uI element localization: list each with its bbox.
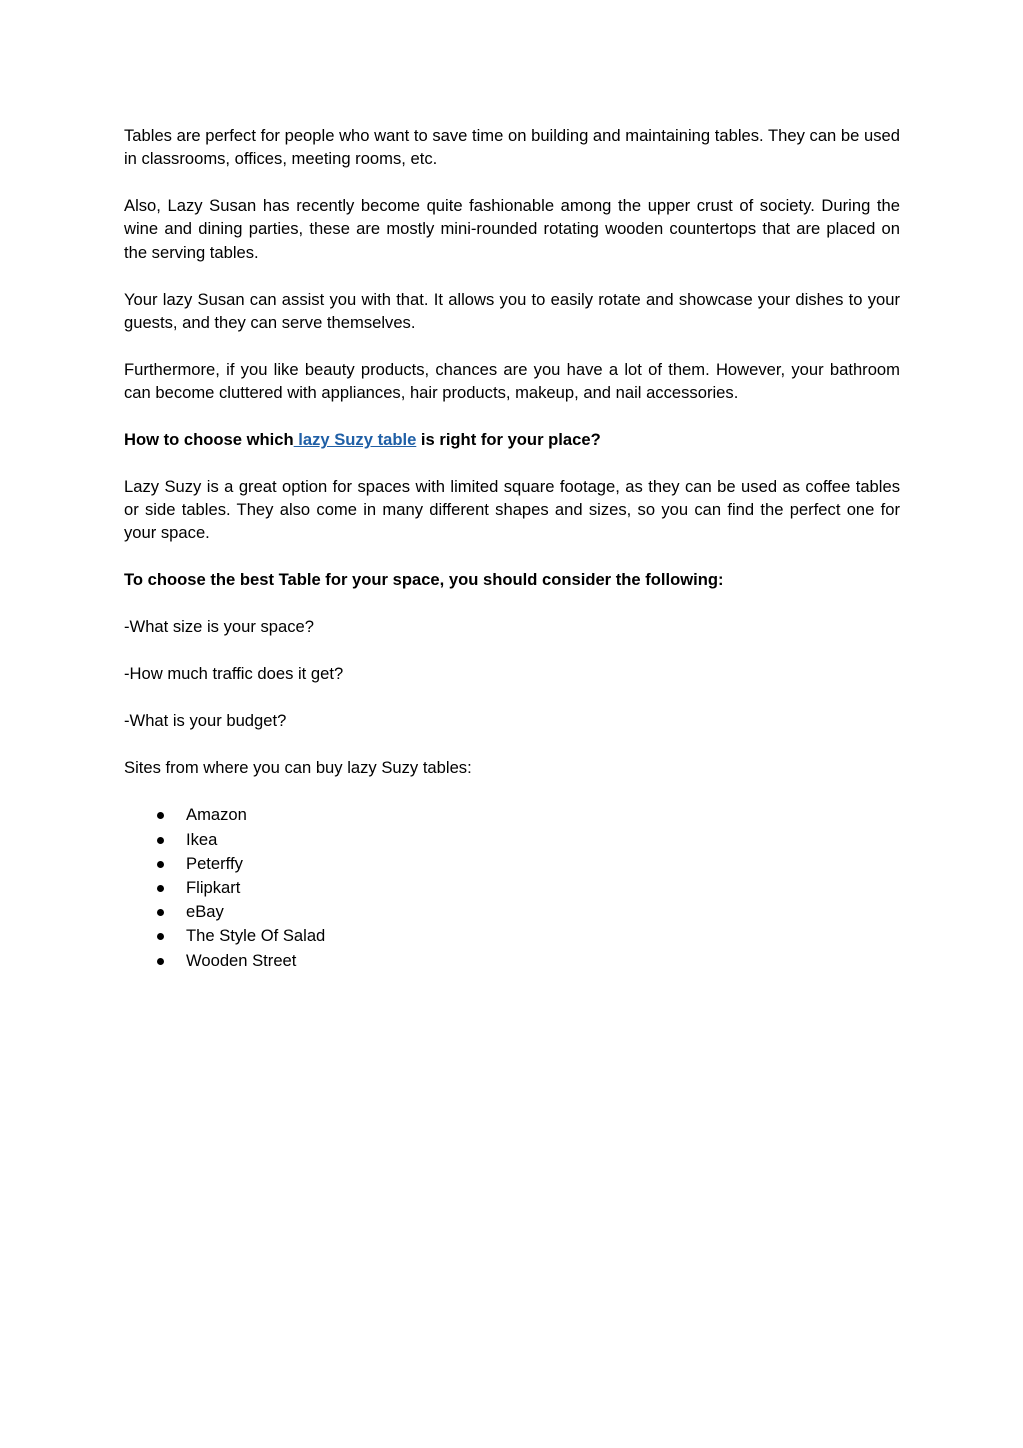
question-traffic: -How much traffic does it get? [124, 664, 344, 684]
bullet-icon [157, 861, 164, 868]
list-item-label: Flipkart [186, 877, 241, 897]
paragraph-4: Furthermore, if you like beauty products, chances are you have a lot of them. However, your bathroom can become cluttered with appliances, hair products, makeup, and nail accessories. [124, 359, 900, 403]
document-page [124, 124, 900, 973]
list-item-label: Amazon [186, 805, 247, 825]
list-item [124, 876, 900, 900]
list-item [124, 924, 900, 948]
paragraph-2: Also, Lazy Susan has recently become quite fashionable among the upper crust of society. During the wine and dining parties, these are mostly mini-rounded rotating wooden countertops that are placed on the serving tables. [124, 196, 900, 262]
bullet-icon [157, 958, 164, 965]
section-heading-choose [124, 428, 900, 451]
bullet-icon [157, 933, 164, 940]
bullet-icon [157, 885, 164, 892]
heading-text-before: How to choose which [124, 430, 294, 450]
list-item-label: The Style Of Salad [186, 926, 326, 946]
bullet-icon [157, 812, 164, 819]
paragraph-5: Lazy Suzy is a great option for spaces with limited square footage, as they can be used as coffee tables or side tables. They also come in many different shapes and sizes, so you can find the perfect one for your space. [124, 477, 900, 543]
bullet-icon [157, 909, 164, 916]
list-item-label: eBay [186, 902, 224, 922]
bullet-icon [157, 837, 164, 844]
question-budget: -What is your budget? [124, 711, 287, 731]
list-item [124, 828, 900, 852]
heading-text-after: is right for your place? [416, 430, 601, 450]
list-item [124, 852, 900, 876]
list-item-label: Peterffy [186, 853, 243, 873]
list-item [124, 900, 900, 924]
section-heading-consider: To choose the best Table for your space, you should consider the following: [124, 570, 724, 590]
lazy-suzy-table-link[interactable]: lazy Suzy table [293, 430, 417, 450]
sites-list [124, 803, 900, 972]
paragraph-3: Your lazy Susan can assist you with that. It allows you to easily rotate and showcase your dishes to your guests, and they can serve themselves. [124, 289, 900, 332]
sites-intro: Sites from where you can buy lazy Suzy tables: [124, 758, 472, 778]
list-item-label: Ikea [186, 829, 218, 849]
paragraph-1: Tables are perfect for people who want to save time on building and maintaining tables. They can be used in classrooms, offices, meeting rooms, etc. [124, 126, 900, 169]
list-item [124, 949, 900, 973]
question-size: -What size is your space? [124, 617, 314, 637]
list-item-label: Wooden Street [186, 950, 297, 970]
list-item [124, 803, 900, 827]
